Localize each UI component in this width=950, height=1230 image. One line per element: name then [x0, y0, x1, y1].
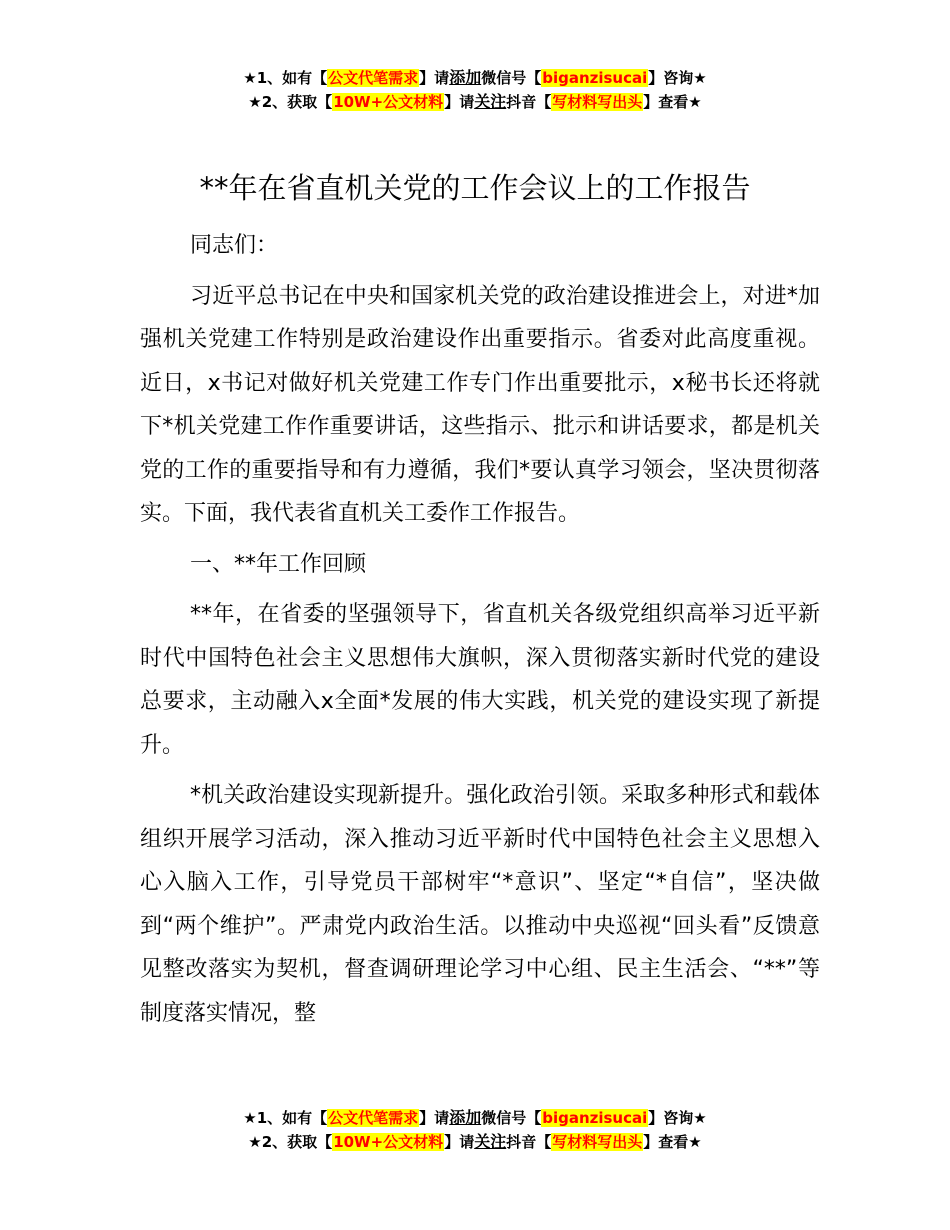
banner-text: 抖音【: [506, 1133, 552, 1151]
banner-text: 微信号【: [481, 69, 542, 87]
header-banner: [0, 66, 950, 114]
document-body: [140, 224, 820, 1042]
banner-text: ★1、如有【: [243, 69, 328, 87]
document-title: **年在省直机关党的工作会议上的工作报告: [199, 171, 751, 205]
banner-text: ★2、获取【: [248, 93, 333, 111]
banner-highlight: 10W+公文材料: [333, 1133, 444, 1151]
banner-text: 】请: [419, 69, 450, 87]
banner-text: 】咨询★: [648, 69, 707, 87]
banner-highlight: 写材料写出头: [552, 93, 643, 111]
banner-text: ★1、如有【: [243, 1109, 328, 1127]
banner-text: 】请: [444, 93, 475, 111]
banner-line-1: [0, 1106, 950, 1130]
banner-emphasis: 关注: [474, 92, 507, 111]
paragraph: **年，在省委的坚强领导下，省直机关各级党组织高举习近平新时代中国特色社会主义思想伟大旗帜，深入贯彻落实新时代党的建设总要求，主动融入x全面*发展的伟大实践，机关党的建设实现了新提升。: [140, 602, 820, 758]
banner-emphasis: 添加: [449, 68, 482, 87]
banner-highlight: 公文代笔需求: [328, 1109, 419, 1127]
banner-text: 】查看★: [643, 93, 702, 111]
banner-text: 】请: [419, 1109, 450, 1127]
banner-highlight: 公文代笔需求: [328, 69, 419, 87]
banner-emphasis: 关注: [474, 1132, 507, 1151]
section-heading: 一、**年工作回顾: [190, 551, 367, 577]
banner-line-2: [0, 1130, 950, 1154]
banner-line-2: [0, 90, 950, 114]
banner-text: 抖音【: [506, 93, 552, 111]
banner-text: 】咨询★: [648, 1109, 707, 1127]
banner-emphasis: 添加: [449, 1108, 482, 1127]
banner-text: ★2、获取【: [248, 1133, 333, 1151]
banner-text: 】查看★: [643, 1133, 702, 1151]
banner-line-1: [0, 66, 950, 90]
paragraph: 习近平总书记在中央和国家机关党的政治建设推进会上，对进*加强机关党建工作特别是政治建设作出重要指示。省委对此高度重视。近日，x书记对做好机关党建工作专门作出重要批示，x秘书长还将就下*机关党建工作作重要讲话，这些指示、批示和讲话要求，都是机关党的工作的重要指导和有力遵循，我们*要认真学习领会，坚决贯彻落实。下面，我代表省直机关工委作工作报告。: [140, 283, 820, 526]
banner-highlight: biganzisucai: [542, 1109, 648, 1127]
banner-highlight: biganzisucai: [542, 69, 648, 87]
banner-text: 微信号【: [481, 1109, 542, 1127]
banner-text: 】请: [444, 1133, 475, 1151]
greeting: 同志们：: [190, 233, 279, 258]
banner-highlight: 10W+公文材料: [333, 93, 444, 111]
banner-highlight: 写材料写出头: [552, 1133, 643, 1151]
footer-banner: [0, 1106, 950, 1154]
paragraph: *机关政治建设实现新提升。强化政治引领。采取多种形式和载体组织开展学习活动，深入推动习近平新时代中国特色社会主义思想入心入脑入工作，引导党员干部树牢“*意识”、坚定“*自信”，坚决做到“两个维护”。严肃党内政治生活。以推动中央巡视“回头看”反馈意见整改落实为契机，督查调研理论学习中心组、民主生活会、“**”等制度落实情况，整: [140, 783, 820, 1026]
